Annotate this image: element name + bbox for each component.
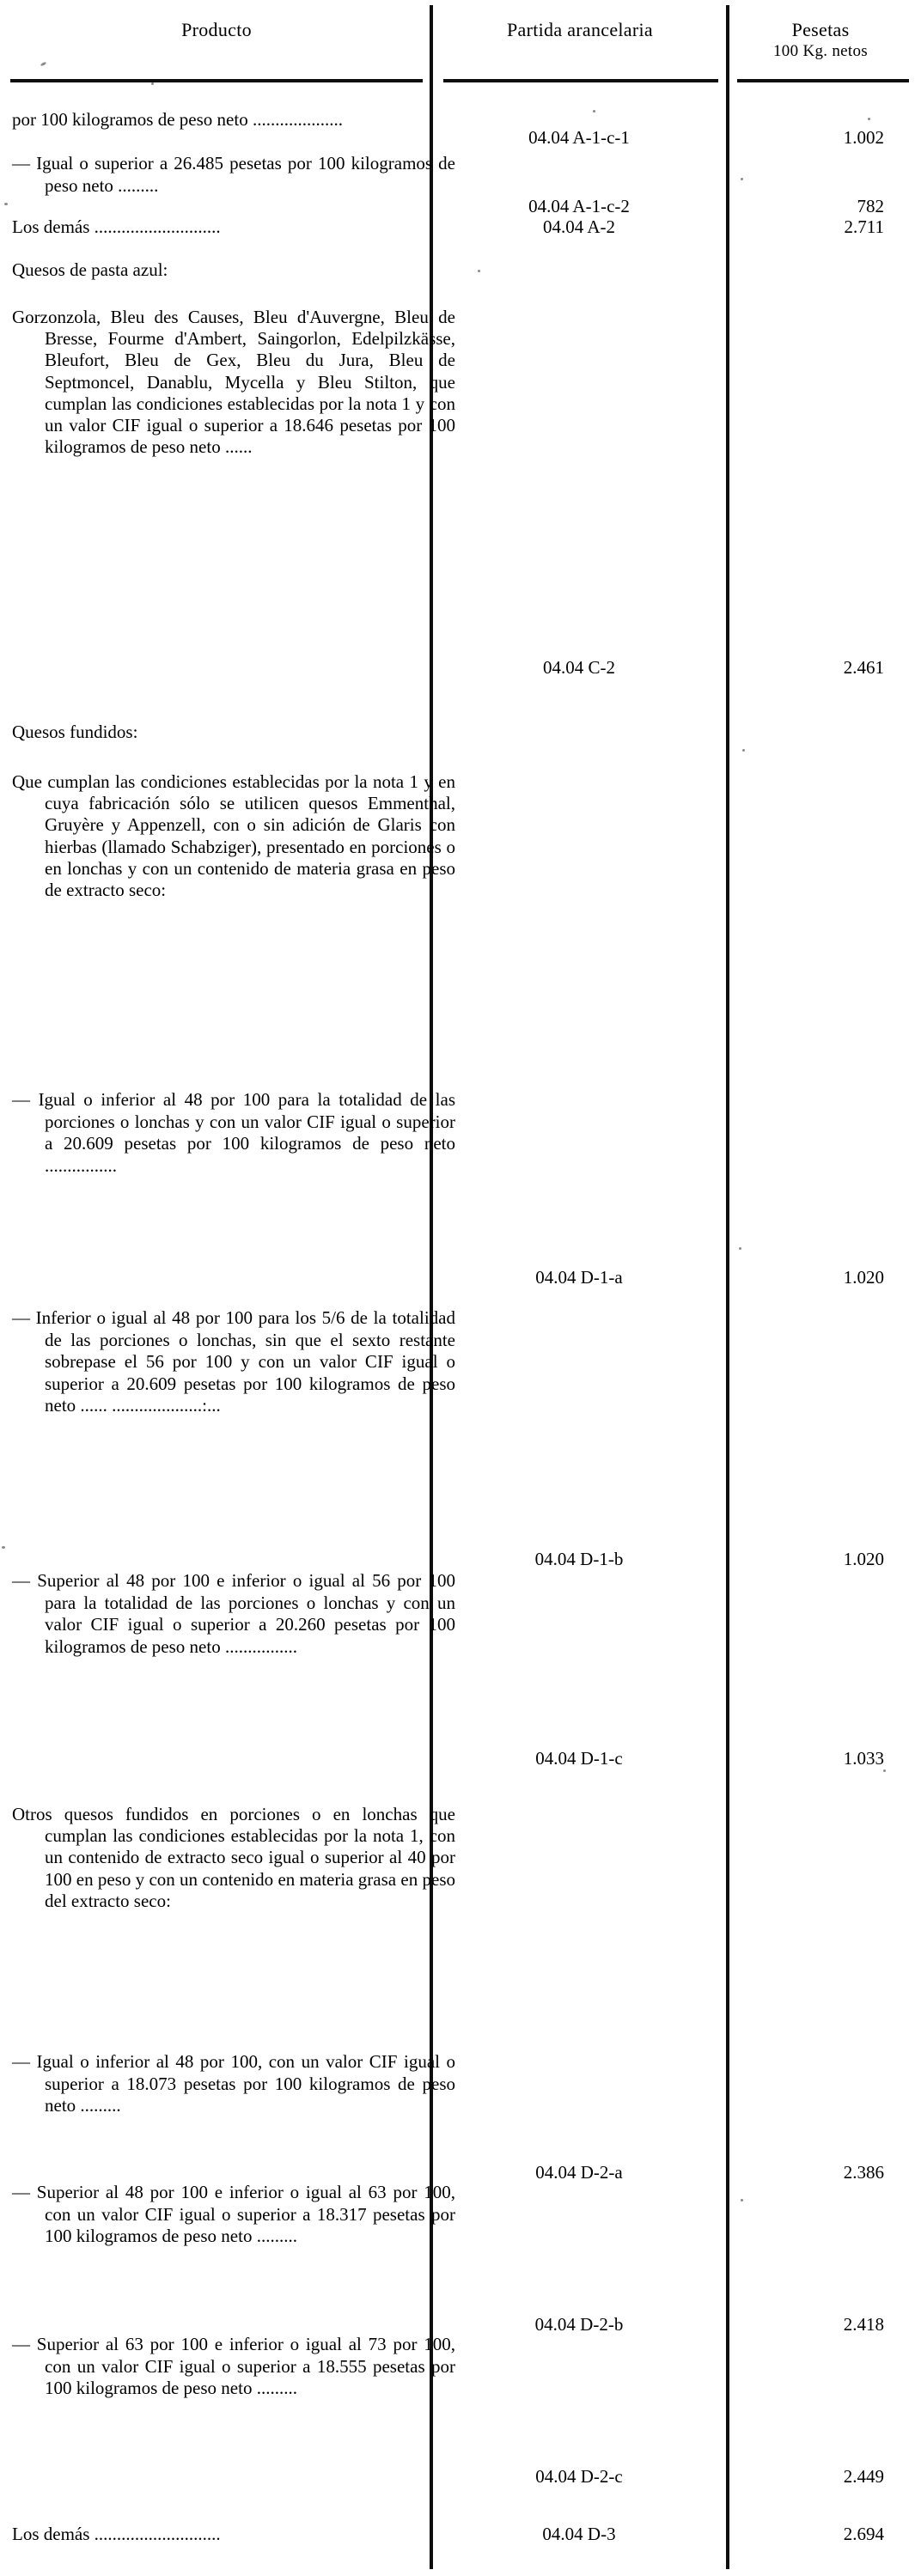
scan-speck [593,110,595,113]
producto-text: Quesos de pasta azul: [12,259,168,280]
column-header-pesetas-line1: Pesetas [791,19,850,40]
pesetas-value: 782 [857,196,884,216]
producto-text: — Superior al 63 por 100 e inferior o igual al 73 por 100, con un valor CIF igual o superior a 18.555 pesetas por 100 kilogramos de peso neto ......... [12,2334,455,2398]
producto-text: Otros quesos fundidos en porciones o en lonchas que cumplan las condiciones establecidas por la nota 1, con un contenido de extracto seco igual o superior al 40 por 100 en peso y con un contenido en materia grasa en peso del extracto seco: [12,1804,455,1911]
producto-text: Quesos fundidos: [12,722,138,742]
partida-code: 04.04 C-2 [543,657,615,678]
partida-code: 04.04 D-2-a [535,2162,623,2183]
scan-speck [478,270,480,272]
header-rule-partida [443,79,718,82]
partida-code: 04.04 D-2-c [535,2466,623,2487]
producto-text: Los demás ............................ [12,216,221,237]
scan-speck [883,1769,886,1772]
scan-speck [2,1546,5,1549]
table-header [0,0,915,86]
table-row [12,1307,455,1417]
producto-text: Que cumplan las condiciones establecidas por la nota 1 y en cuya fabricación sólo se utilicen quesos Emmenthal, Gruyère y Appenzell, con o sin adición de Glaris con hierbas (llamado Schabziger), presentado en porciones o en lonchas y con un contenido de materia grasa en peso de extracto seco: [12,771,455,901]
section-heading-quesos-fundidos [12,722,423,744]
column-header-partida-arancelaria: Partida arancelaria [507,19,653,40]
scan-speck [741,178,743,180]
pesetas-value: 2.711 [844,216,884,237]
partida-code: 04.04 D-3 [542,2524,616,2544]
scan-speck [742,749,745,752]
producto-text: por 100 kilogramos de peso neto .................... [12,109,343,130]
scan-speck [741,2199,743,2201]
partida-code: 04.04 D-1-c [535,1748,623,1769]
pesetas-value: 2.694 [843,2524,884,2544]
table-row [12,153,455,197]
pesetas-value: 1.020 [843,1267,884,1288]
partida-code: 04.04 D-1-a [535,1267,623,1288]
table-row [12,2051,455,2117]
partida-code: 04.04 A-1-c-1 [528,127,630,148]
header-rule-pesetas [737,79,909,82]
pesetas-value: 1.002 [843,127,884,148]
partida-code: 04.04 A-1-c-2 [528,196,630,216]
column-header-pesetas [730,19,911,62]
pesetas-value: 2.449 [843,2466,884,2487]
partida-code: 04.04 A-2 [543,216,615,237]
table-row [12,2524,423,2546]
scan-speck [868,118,870,120]
table-row [12,216,423,239]
partida-code: 04.04 D-1-b [534,1549,624,1569]
scan-speck [739,1247,741,1250]
table-row [12,2182,455,2248]
producto-text: — Inferior o igual al 48 por 100 para los 5/6 de la totalidad de las porciones o lonchas, sin que el sexto restante sobrepase el 56 por 100 y con un valor CIF igual o superior a 20.609 pesetas por 100 kilogramos de peso neto ...... ....................:... [12,1307,455,1416]
pesetas-value: 2.461 [843,657,884,678]
pesetas-value: 1.033 [843,1748,884,1769]
column-header-producto: Producto [181,19,252,40]
header-rule-producto [10,79,423,82]
column-header-pesetas-line2: 100 Kg. netos [773,42,868,60]
pesetas-value: 2.386 [843,2162,884,2183]
producto-text: — Igual o superior a 26.485 pesetas por 100 kilogramos de peso neto ......... [12,153,455,196]
table-row [12,109,455,131]
table-row [12,2334,455,2400]
section-intro-d2 [12,1804,455,1912]
section-intro-d1 [12,771,455,901]
scan-speck [4,203,8,205]
producto-text: — Superior al 48 por 100 e inferior o igual al 56 por 100 para la totalidad de las porciones o lonchas y con un valor CIF igual o superior a 20.260 pesetas por 100 kilogramos de peso neto ................ [12,1570,455,1657]
column-divider-partida-pesetas [726,5,729,2569]
scan-speck [151,82,154,85]
pesetas-value: 1.020 [843,1549,884,1569]
producto-text: Los demás ............................ [12,2524,221,2544]
pesetas-value: 2.418 [843,2314,884,2335]
producto-text: — Igual o inferior al 48 por 100, con un valor CIF igual o superior a 18.073 pesetas por 100 kilogramos de peso neto ......... [12,2051,455,2116]
producto-text: — Superior al 48 por 100 e inferior o igual al 63 por 100, con un valor CIF igual o superior a 18.317 pesetas por 100 kilogramos de peso neto ......... [12,2182,455,2246]
table-row [12,307,455,458]
producto-text: — Igual o inferior al 48 por 100 para la totalidad de las porciones o lonchas y con un valor CIF igual o superior a 20.609 pesetas por 100 kilogramos de peso neto ................ [12,1089,455,1176]
table-row [12,1089,455,1177]
partida-code: 04.04 D-2-b [534,2314,624,2335]
producto-text: Gorzonzola, Bleu des Causes, Bleu d'Auvergne, Bleu de Bresse, Fourme d'Ambert, Saingorlon, Edelpilzkässe, Bleufort, Bleu de Gex, Bleu du Jura, Bleu de Septmoncel, Danablu, Mycella y Bleu Stilton, que cumplan las condiciones establecidas por la nota 1 y con un valor CIF igual o superior a 18.646 pesetas por 100 kilogramos de peso neto ...... [12,307,455,458]
table-row [12,1570,455,1658]
section-heading-quesos-pasta-azul [12,259,423,282]
